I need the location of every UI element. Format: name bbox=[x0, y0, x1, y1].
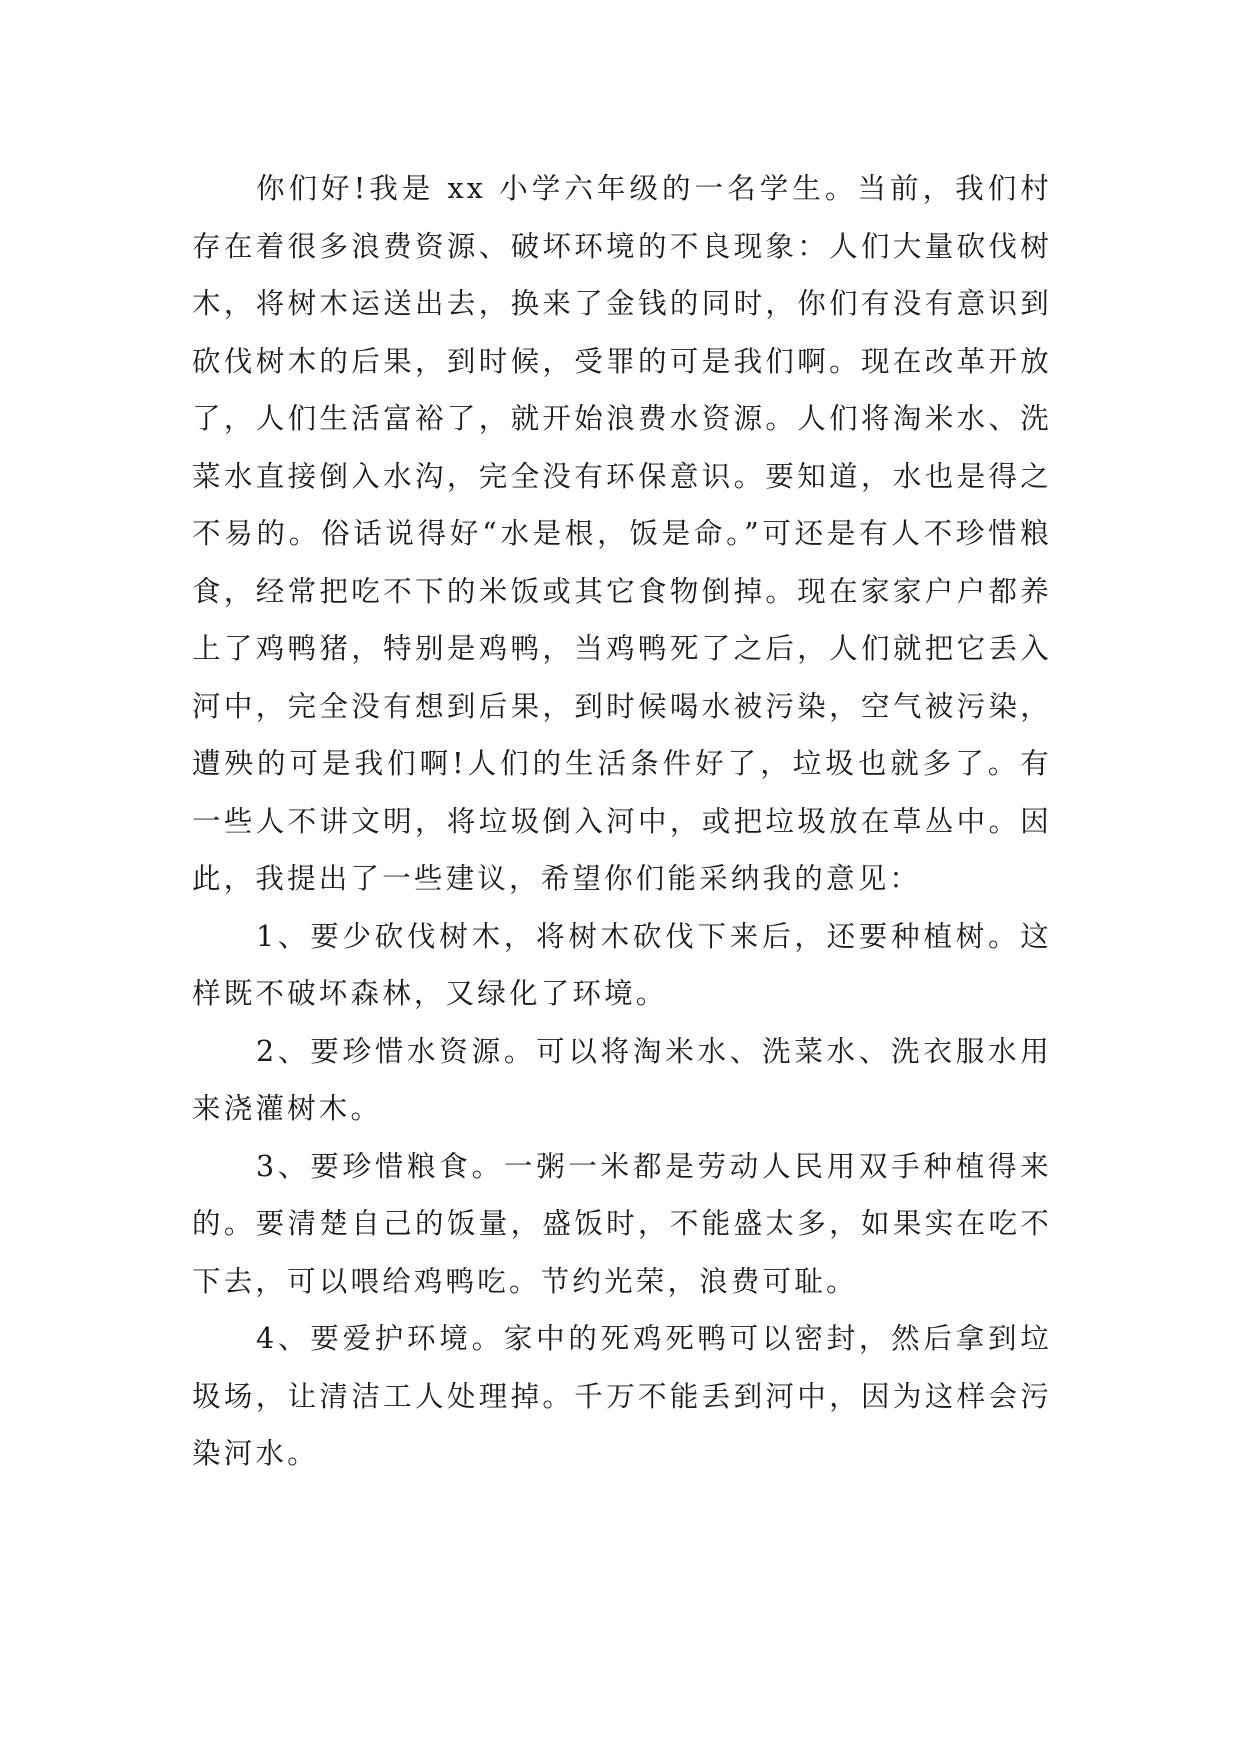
letter-body bbox=[192, 160, 1052, 1483]
suggestion-4-paragraph: 4、要爱护环境。家中的死鸡死鸭可以密封，然后拿到垃圾场，让清洁工人处理掉。千万不能丢到河中，因为这样会污染河水。 bbox=[192, 1322, 1052, 1470]
suggestion-3-paragraph: 3、要珍惜粮食。一粥一米都是劳动人民用双手种植得来的。要清楚自己的饭量，盛饭时，不能盛太多，如果实在吃不下去，可以喂给鸡鸭吃。节约光荣，浪费可耻。 bbox=[192, 1149, 1052, 1298]
intro-paragraph: 你们好!我是 xx 小学六年级的一名学生。当前，我们村存在着很多浪费资源、破坏环境的不良现象：人们大量砍伐树木，将树木运送出去，换来了金钱的同时，你们有没有意识到砍伐树木的后果，到时候，受罪的可是我们啊。现在改革开放了，人们生活富裕了，就开始浪费水资源。人们将淘米水、洗菜水直接倒入水沟，完全没有环保意识。要知道，水也是得之不易的。俗话说得好“水是根，饭是命。”可还是有人不珍惜粮食，经常把吃不下的米饭或其它食物倒掉。现在家家户户都养上了鸡鸭猪，特别是鸡鸭，当鸡鸭死了之后，人们就把它丢入河中，完全没有想到后果，到时候喝水被污染，空气被污染，遭殃的可是我们啊!人们的生活条件好了，垃圾也就多了。有一些人不讲文明，将垃圾倒入河中，或把垃圾放在草丛中。因此，我提出了一些建议，希望你们能采纳我的意见： bbox=[192, 172, 1052, 895]
suggestion-2-paragraph: 2、要珍惜水资源。可以将淘米水、洗菜水、洗衣服水用来浇灌树木。 bbox=[192, 1034, 1052, 1125]
suggestion-1-paragraph: 1、要少砍伐树木，将树木砍伐下来后，还要种植树。这样既不破坏森林，又绿化了环境。 bbox=[192, 919, 1052, 1010]
